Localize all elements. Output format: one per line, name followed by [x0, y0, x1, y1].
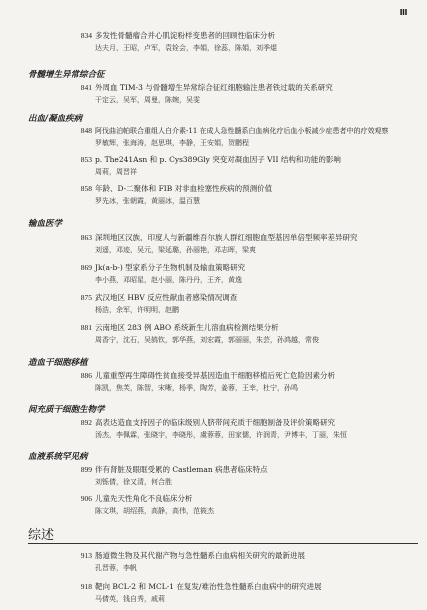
- entry-authors: 陈凯，焦芙，陈智，宋晰，杨季，陶芳，姜蓉，王幸，杜宁，孙鸣: [95, 384, 298, 392]
- entry-title: 阿伐曲泊帕联合重组人白介素-11 在成人急性髓系白血病化疗后血小板减少症患者中的疗效观察: [95, 127, 389, 135]
- entry-page-number: 881: [80, 323, 92, 332]
- entry-page-number: 875: [80, 293, 92, 302]
- entry-page-number: 834: [80, 31, 92, 40]
- entry-title: 伴有肾脏及眼眶受累的 Castleman 病患者临床特点: [95, 465, 268, 474]
- entry-page-number: 899: [80, 465, 92, 474]
- entry-authors: 孔晋蓉，李帆: [95, 564, 137, 572]
- entry-page-number: 892: [80, 418, 92, 427]
- entry-authors: 刘铄倩，徐又清，何合胜: [95, 478, 172, 486]
- section-heading: 骨髓增生异常综合征: [28, 70, 105, 80]
- section-heading: 造血干细胞移植: [28, 358, 88, 368]
- entry-title: p. The241Asn 和 p. Cys389Gly 突变对凝血因子 VII 结构和功能的影响: [95, 155, 341, 164]
- entry-authors: 罗先冰，张朝霞，黄丽冰，温百慧: [95, 197, 200, 205]
- review-heading: 综述: [28, 528, 55, 543]
- entry-authors: 干定云，吴军，周曼，陈婉，吴雯: [95, 96, 200, 104]
- entry-authors: 汤杰，李佩霖，张晓宇，李晓彤，虞蓉蓉，田家儒，许润青，尹博丰，丁丽，朱恒: [95, 431, 347, 439]
- entry-authors: 陈文琪，胡绍燕，高静，高伟，范筱杰: [95, 507, 214, 515]
- entry-authors: 马倩英，钱自秀，戚莉: [95, 595, 165, 603]
- entry-page-number: 863: [80, 233, 92, 242]
- entry-page-number: 906: [80, 494, 92, 503]
- entry-authors: 罗敏辉，张海涛，赵思琪，李静，王安娟，贺鹏程: [95, 139, 249, 147]
- entry-title: 云南地区 283 例 ABO 系统新生儿溶血病检测结果分析: [95, 323, 279, 332]
- entry-title: 深圳地区汉族、印度人与新疆维吾尔族人群红细胞血型基因单倍型频率差异研究: [95, 233, 358, 242]
- entry-page-number: 913: [80, 551, 92, 560]
- section-heading: 血液系统罕见病: [28, 452, 88, 462]
- entry-authors: 达夫月，王昭，卢军，袁铨会，李娟，徐蕊，陈娟，刘季焜: [95, 44, 277, 52]
- entry-title: 肠道微生物及其代谢产物与急性髓系白血病相关研究的最新进展: [95, 551, 305, 560]
- entry-authors: 周莉，周晋祥: [95, 168, 137, 176]
- entry-page-number: 853: [80, 155, 92, 164]
- entry-title: 武汉地区 HBV 反应性献血者感染情况调查: [95, 293, 238, 302]
- entry-title: Jk(a-b-) 型家系分子生物机制及输血策略研究: [95, 263, 246, 272]
- entry-page-number: 869: [80, 263, 92, 272]
- entry-title: 年龄、D-二聚体和 FIB 对非血栓塞性疾病的预测价值: [95, 184, 273, 193]
- page-number: III: [399, 8, 407, 17]
- section-heading: 出血/凝血疾病: [28, 114, 83, 124]
- entry-title: 外周血 TIM-3 与骨髓增生异常综合征红细胞输注患者铁过载的关系研究: [95, 83, 333, 92]
- entry-title: 高表达造血支持因子的临床级别人脐带间充质干细胞制备及评价策略研究: [95, 418, 335, 427]
- review-divider: [28, 543, 418, 544]
- entry-title: 儿童先天性角化不良临床分析: [95, 494, 193, 503]
- entry-page-number: 918: [80, 582, 92, 591]
- entry-page-number: 886: [80, 371, 92, 380]
- entry-title: 多发性骨髓瘤合并心肌淀粉样变患者的回顾性临床分析: [95, 31, 275, 40]
- entry-authors: 刘遥，邓迹，吴元，梁延璐，孙丽艳，邓志晖，梁爽: [95, 246, 256, 254]
- entry-title: 靶向 BCL-2 和 MCL-1 在复发/难治性急性髓系白血病中的研究进展: [95, 582, 322, 591]
- section-heading: 输血医学: [28, 219, 63, 229]
- entry-page-number: 848: [80, 126, 92, 135]
- entry-page-number: 841: [80, 83, 92, 92]
- entry-authors: 李小燕，邓昭星，赵小丽，陈丹丹，王齐，黄逸: [95, 276, 242, 284]
- entry-page-number: 858: [80, 184, 92, 193]
- entry-title: 儿童重型再生障碍性贫血接受异基因造血干细胞移植后死亡危险因素分析: [95, 371, 335, 380]
- entry-authors: 杨浩，余军，许明明，赵鹏: [95, 306, 179, 314]
- entry-authors: 周香宁，沈石，吴鸫钦，郭华燕，刘宏霞，郭丽丽，朱芸，孙鸿越，常俊: [95, 336, 319, 344]
- section-heading: 间充质干细胞生物学: [28, 405, 105, 415]
